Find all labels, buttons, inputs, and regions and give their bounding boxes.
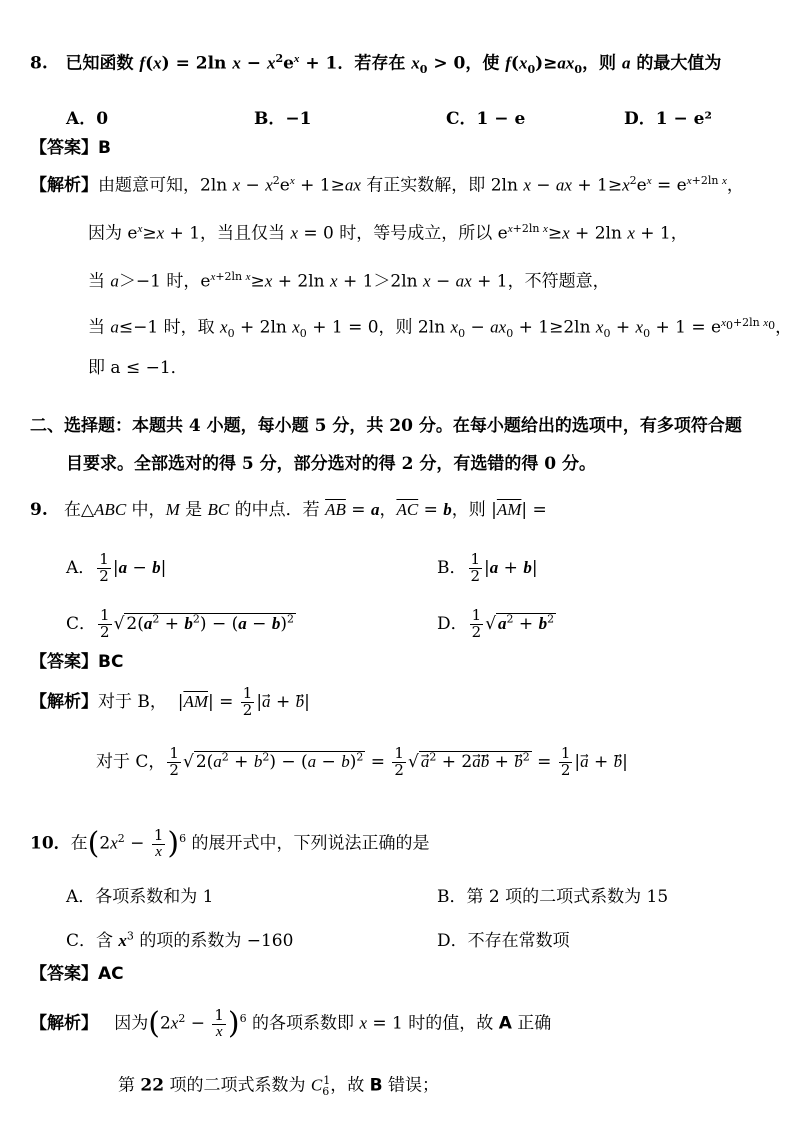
q8-analysis-line-1: 【解析】由题意可知，2ln $x - x^2e^x + 1\ge ax$ 有正实数解，即 2ln x − ax + $1\ge x^2e^x = e^{x+2ln x}$， <box>30 174 744 196</box>
q8-stem: 8. 已知函数 f(x) = 2ln $x - x^2e^x + 1$．若存在 $x_0 > 0$，使 $f(x_0)\ge ax_0$，则 a 的最大值为 <box>30 52 722 77</box>
q8-option-a: A．0 <box>66 109 109 129</box>
q10-option-d: D．不存在常数项 <box>437 931 570 951</box>
q8-option-b: B．−1 <box>254 109 312 129</box>
q9-option-c: C． $\frac{1}{2}$ √ $2(a^2 + b^2) - (a - b)^2$ <box>66 606 294 641</box>
q10-option-c: C．含 $x^3$ 的项的系数为 −160 <box>66 929 294 951</box>
q10-analysis-line-2: 第 22 项的二项式系数为 $C_6^1$，故 B 错误； <box>118 1074 440 1099</box>
q10-option-b: B．第 2 项的二项式系数为 15 <box>437 887 669 907</box>
section2-header-line-1: 二、选择题：本题共 4 小题，每小题 5 分，共 20 分。在每小题给出的选项中，有多项符合题 <box>30 416 742 436</box>
q9-option-a: A． $\frac{1}{2}$ |a − b| <box>66 550 167 585</box>
q8-analysis-line-4: 当 a≤−1 时，取 $x_0 + 2\ln$ $x_0 + 1 = 0$，则 2ln $x_0 - ax_0 + 1\ge 2\ln$ $x_0 + x_0 + 1 = e^{x_0+2ln x_0}$， <box>88 316 793 341</box>
q8-option-d: D．1 − e² <box>624 109 712 129</box>
q9-option-d: D． $\frac{1}{2}$ √ $a^2 + b^2$ <box>437 606 555 641</box>
q9-option-b: B． $\frac{1}{2}$ |a + b| <box>437 550 538 585</box>
q10-option-a: A．各项系数和为 1 <box>66 887 214 907</box>
q8-analysis-line-3: 当 a＞−1 时，$e^{x+2ln x}\ge x + 2\ln$ x + 1＞2ln x − ax + 1，不符题意， <box>88 270 610 292</box>
section2-header-line-2: 目要求。全部选对的得 5 分，部分选对的得 2 分，有选错的得 0 分。 <box>66 454 596 474</box>
q8-option-c: C．1 − e <box>446 109 526 129</box>
q9-analysis-line-1: 【解析】对于 B， $|\overline{AM}|$ = $\frac{1}{2}$ |a⃗ + b⃗| <box>30 684 310 719</box>
q8-analysis-line-2: 因为 $e^x\ge x + 1$，当且仅当 x = 0 时，等号成立，所以 $e^{x+2ln x}\ge x + 2\ln$ x + 1， <box>88 222 688 244</box>
q9-stem: 9. 在△ABC 中，M 是 BC 的中点．若 $\overline{AB} = a$，$\overline{AC} = b$，则 $|\overline{AM}|$ = <box>30 500 547 520</box>
q8-analysis-line-5: 即 a ≤ −1． <box>88 358 188 378</box>
q8-answer: 【答案】B <box>30 138 111 158</box>
q10-stem: 10．在($2x^2$ − $\frac{1}{x}$ )$^6$ 的展开式中，下列说法正确的是 <box>30 825 430 861</box>
q9-answer: 【答案】BC <box>30 652 124 672</box>
q9-analysis-line-2: 对于 C， $\frac{1}{2}$ √ $2(a^2 + b^2) - (a - b)^2$ = $\frac{1}{2}$ √ $a^2$ + 2ab⃗ + $b^2$ = $\frac{1}{2}$ |a⃗ + b⃗| <box>96 744 628 779</box>
q10-answer: 【答案】AC <box>30 964 124 984</box>
q10-analysis-line-1: 【解析】 因为($2x^2$ − $\frac{1}{x}$ )$^6$ 的各项系数即 x = 1 时的值，故 A 正确 <box>30 1005 552 1041</box>
